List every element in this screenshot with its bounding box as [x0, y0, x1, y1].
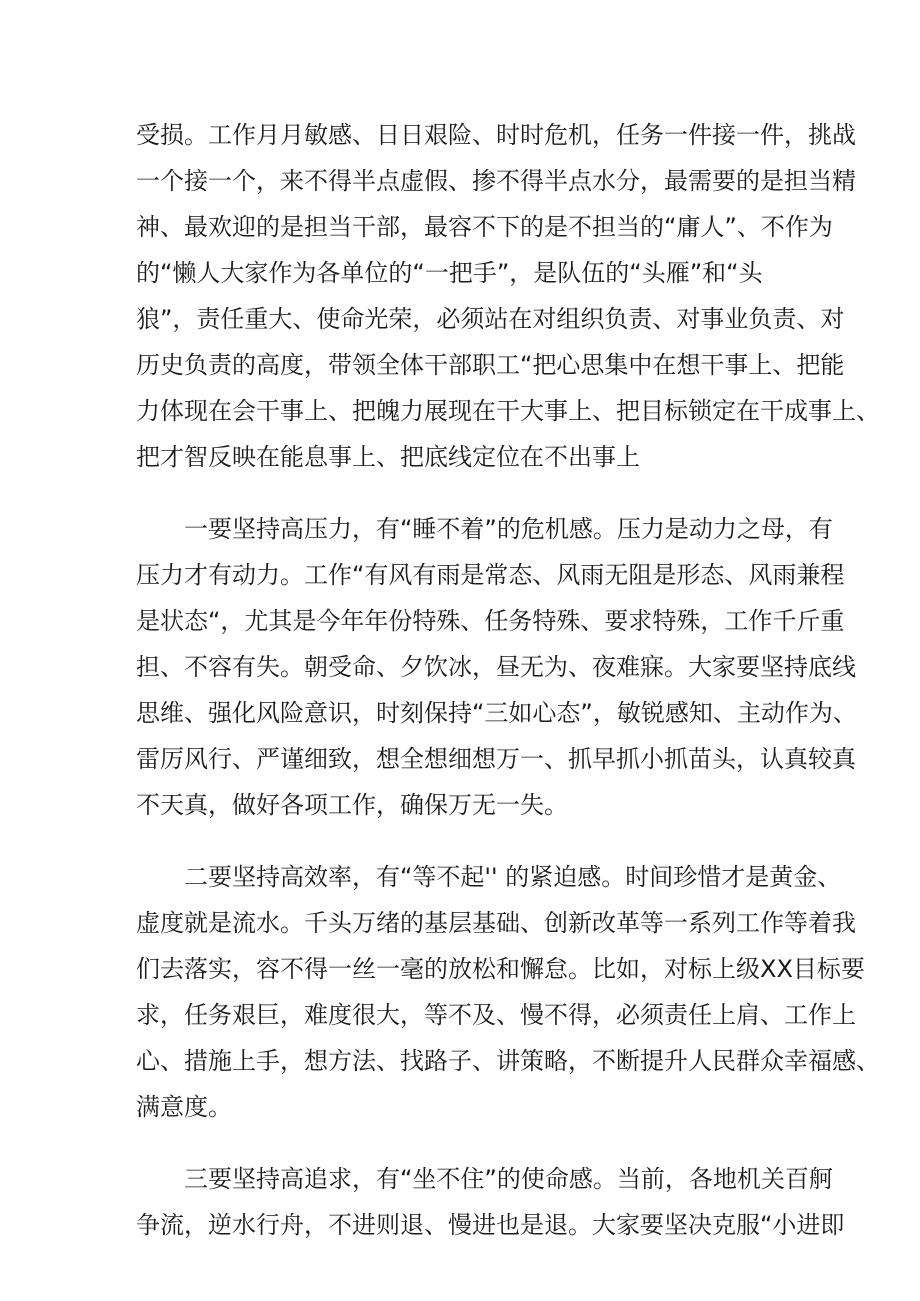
- paragraph-3: [136, 854, 880, 1130]
- text-line: 是状态“，尤其是今年年份特殊、任务特殊、要求特殊，工作千斤重: [136, 607, 845, 635]
- text-line: 求，任务艰巨，难度很大，等不及、慢不得，必须责任上肩、工作上: [136, 1001, 856, 1029]
- text-line: 一个接一个，来不得半点虚假、掺不得半点水分，最需要的是担当精: [136, 167, 856, 195]
- text-line: 思维、强化风险意识，时刻保持“三如心态”，敏锐感知、主动作为、: [136, 699, 857, 727]
- text-line: 把才智反映在能息事上、把底线定位在不出事上: [136, 443, 640, 471]
- text-line: 雷厉风行、严谨细致，想全想细想万一、抓早抓小抓苗头，认真较真: [136, 745, 856, 773]
- text-line: 神、最欢迎的是担当干部，最容不下的是不担当的“庸人”、不作为: [136, 213, 833, 241]
- text-line: 力体现在会干事上、把魄力展现在干大事上、把目标锁定在干成事上、: [136, 397, 880, 425]
- document-body: [136, 112, 880, 1274]
- text-line: 压力才有动力。工作“有风有雨是常态、风雨无阻是形态、风雨兼程: [136, 561, 845, 589]
- text-line: 虚度就是流水。千头万绪的基层基础、创新改革等一系列工作等着我: [136, 909, 856, 937]
- text-line: 满意度。: [136, 1093, 232, 1121]
- text-line: 心、措施上手，想方法、找路子、讲策略，不断提升人民群众幸福感、: [136, 1047, 880, 1075]
- text-line: 担、不容有失。朝受命、夕饮冰，昼无为、夜难寐。大家要坚持底线: [136, 653, 856, 681]
- text-line: 一要坚持高压力，有“睡不着”的危机感。压力是动力之母，有: [184, 515, 833, 543]
- text-line: 历史负责的高度，带领全体干部职工“把心思集中在想干事上、把能: [136, 351, 845, 379]
- text-line: 二要坚持高效率，有“等不起'' 的紧迫感。时间珍惜才是黄金、: [184, 863, 842, 891]
- text-line: 三要坚持高追求，有“坐不住”的使命感。当前，各地机关百舸: [184, 1165, 833, 1193]
- paragraph-2: [136, 506, 857, 828]
- text-line: 们去落实，容不得一丝一毫的放松和懈怠。比如，对标上级XX目标要: [136, 955, 865, 983]
- text-line: 受损。工作月月敏感、日日艰险、时时危机，任务一件接一件，挑战: [136, 121, 856, 149]
- paragraph-1: [136, 112, 880, 480]
- text-line: 不天真，做好各项工作，确保万无一失。: [136, 791, 568, 819]
- text-line: 争流，逆水行舟，不进则退、慢进也是退。大家要坚决克服“小进即: [136, 1211, 845, 1239]
- text-line: 的“懒人大家作为各单位的“一把手”，是队伍的“头雁”和“头: [136, 259, 763, 287]
- paragraph-4: [136, 1156, 845, 1248]
- text-line: 狼”，责任重大、使命光荣，必须站在对组织负责、对事业负责、对: [136, 305, 845, 333]
